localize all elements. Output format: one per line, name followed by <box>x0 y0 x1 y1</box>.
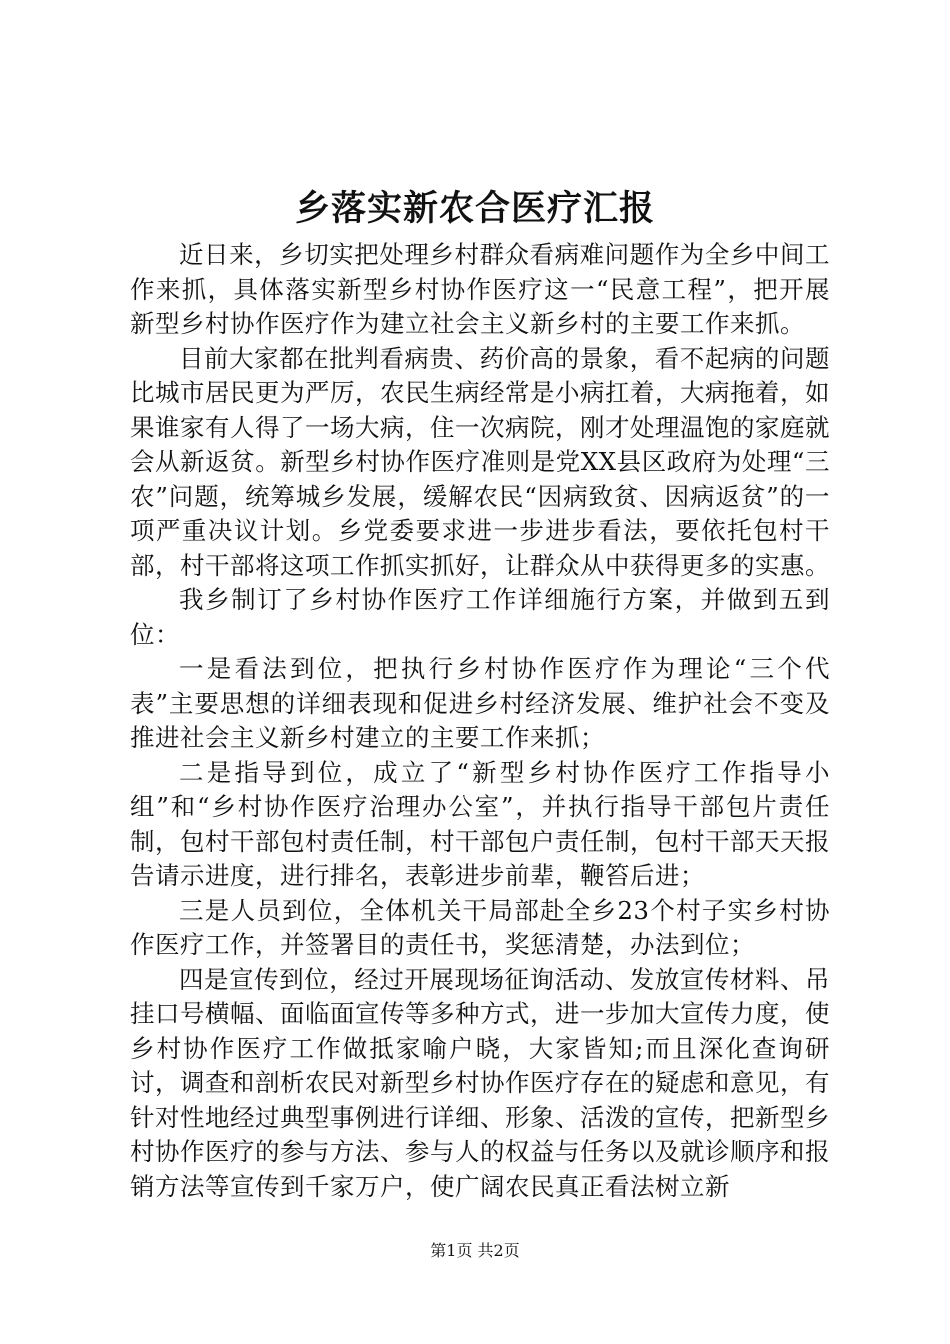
paragraph: 目前大家都在批判看病贵、药价高的景象，看不起病的问题比城市居民更为严厉，农民生病经常是小病扛着，大病拖着，如果谁家有人得了一场大病，住一次病院，刚才处理温饱的家庭就会从新返贫。新型乡村协作医疗准则是党XX县区政府为处理“三农”问题，统筹城乡发展，缓解农民“因病致贫、因病返贫”的一项严重决议计划。乡党委要求进一步进步看法，要依托包村干部，村干部将这项工作抓实抓好，让群众从中获得更多的实惠。 <box>130 343 830 580</box>
paragraph: 一是看法到位，把执行乡村协作医疗作为理论“三个代表”主要思想的详细表现和促进乡村经济发展、维护社会不变及推进社会主义新乡村建立的主要工作来抓； <box>130 654 830 752</box>
paragraph: 我乡制订了乡村协作医疗工作详细施行方案，并做到五到位： <box>130 585 830 649</box>
document-title: 乡落实新农合医疗汇报 <box>294 188 655 229</box>
paragraph: 四是宣传到位，经过开展现场征询活动、发放宣传材料、吊挂口号横幅、面临面宣传等多种方式，进一步加大宣传力度，使乡村协作医疗工作做抵家喻户晓，大家皆知;而且深化查询研讨，调查和剖析农民对新型乡村协作医疗存在的疑虑和意见，有针对性地经过典型事例进行详细、形象、活泼的宣传，把新型乡村协作医疗的参与方法、参与人的权益与任务以及就诊顺序和报销方法等宣传到千家万户，使广阔农民真正看法树立新 <box>130 964 830 1201</box>
paragraph: 三是人员到位，全体机关干局部赴全乡23个村子实乡村协作医疗工作，并签署目的责任书，奖惩清楚，办法到位； <box>130 895 830 959</box>
page-footer: 第1页 共2页 <box>430 1241 520 1260</box>
paragraph: 近日来，乡切实把处理乡村群众看病难问题作为全乡中间工作来抓，具体落实新型乡村协作医疗这一“民意工程”，把开展新型乡村协作医疗作为建立社会主义新乡村的主要工作来抓。 <box>130 240 830 338</box>
document-body <box>130 238 830 1204</box>
paragraph: 二是指导到位，成立了“新型乡村协作医疗工作指导小组”和“乡村协作医疗治理办公室”，并执行指导干部包片责任制，包村干部包村责任制，村干部包户责任制，包村干部天天报告请示进度，进行排名，表彰进步前辈，鞭笞后进； <box>130 757 830 890</box>
